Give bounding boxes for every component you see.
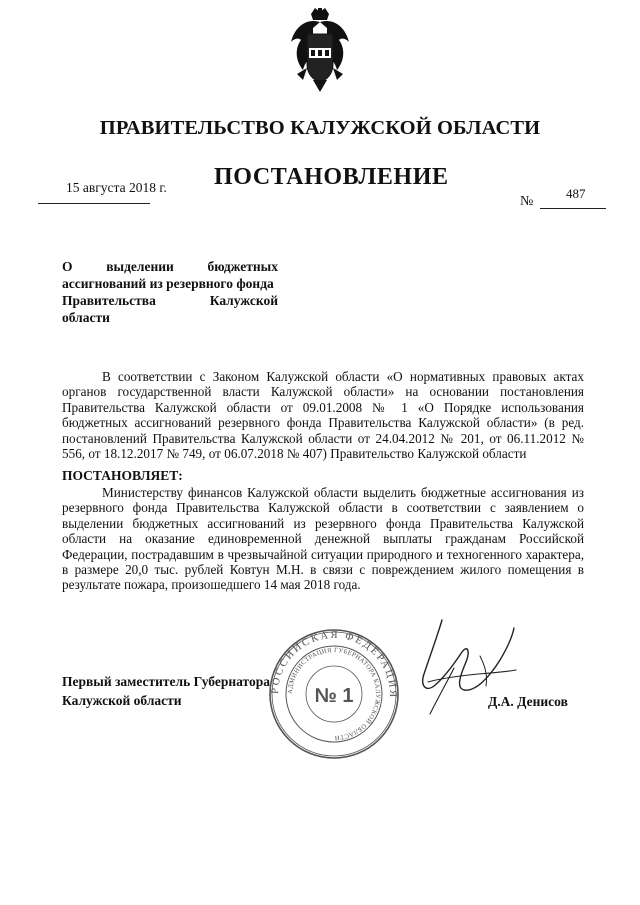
seal-inner-text: АДМИНИСТРАЦИЯ ГУБЕРНАТОРА КАЛУЖСКОЙ ОБЛАСТИ <box>286 646 382 742</box>
document-number: 487 <box>566 186 586 201</box>
preamble-text: В соответствии с Законом Калужской области «О нормативных правовых актах органов государственной власти Калужской области» на основании постановления Правительства Калужской области от 09.01.2008 № 1 «О Порядке использования бюджетных ассигнований резервного фонда Правительства Калужской области» (в ред. постановлений Правительства Калужской области от 24.04.2012 № 201, от 06.11.2012 № 556, от 18.12.2017 № 749, от 06.07.2018 № 407) Правительство Калужской области <box>62 369 584 462</box>
operative-text: Министерству финансов Калужской области выделить бюджетные ассигнования из резервного фонда Правительства Калужской области в соответствии с заявлением о выделении бюджетных ассигнований из резервного фонда Правительства Калужской области на оказание единовременной денежной выплаты гражданам Российской Федерации, пострадавшим в чрезвычайной ситуации природного и техногенного характера, в размере 20,0 тыс. рублей Ковтун М.Н. в связи с повреждением жилого помещения в результате пожара, произошедшего 14 мая 2018 года. <box>62 485 584 593</box>
signer-name: Д.А. Денисов <box>488 694 568 709</box>
signer-position-line: Первый заместитель Губернатора <box>62 674 270 689</box>
coat-of-arms-icon <box>289 8 351 92</box>
subject-word: Правительства <box>62 293 156 308</box>
document-date: 15 августа 2018 г. <box>66 180 167 195</box>
subject-word: выделении <box>106 259 174 274</box>
signer-position-line: Калужской области <box>62 693 182 708</box>
official-seal <box>266 626 402 762</box>
document-subject <box>62 258 278 326</box>
subject-word: Калужской <box>209 293 278 308</box>
operative-paragraph <box>62 485 584 593</box>
subject-line: ассигнований из резервного фонда <box>62 276 274 291</box>
subject-word: О <box>62 259 73 274</box>
government-title: ПРАВИТЕЛЬСТВО КАЛУЖСКОЙ ОБЛАСТИ <box>99 117 541 139</box>
subject-line <box>62 258 278 275</box>
subject-word: бюджетных <box>207 259 278 274</box>
preamble-paragraph <box>62 369 584 461</box>
document-type-heading: ПОСТАНОВЛЕНИЕ <box>214 164 449 190</box>
number-underline <box>540 208 606 209</box>
signer-position <box>62 672 270 710</box>
seal-outer-text: РОССИЙСКАЯ ФЕДЕРАЦИЯ <box>269 629 399 700</box>
subject-line <box>62 292 278 309</box>
number-sign: № <box>520 194 534 209</box>
date-underline <box>38 203 150 204</box>
subject-line: области <box>62 310 110 325</box>
decree-keyword: ПОСТАНОВЛЯЕТ: <box>62 468 183 483</box>
seal-number: № 1 <box>314 685 354 707</box>
